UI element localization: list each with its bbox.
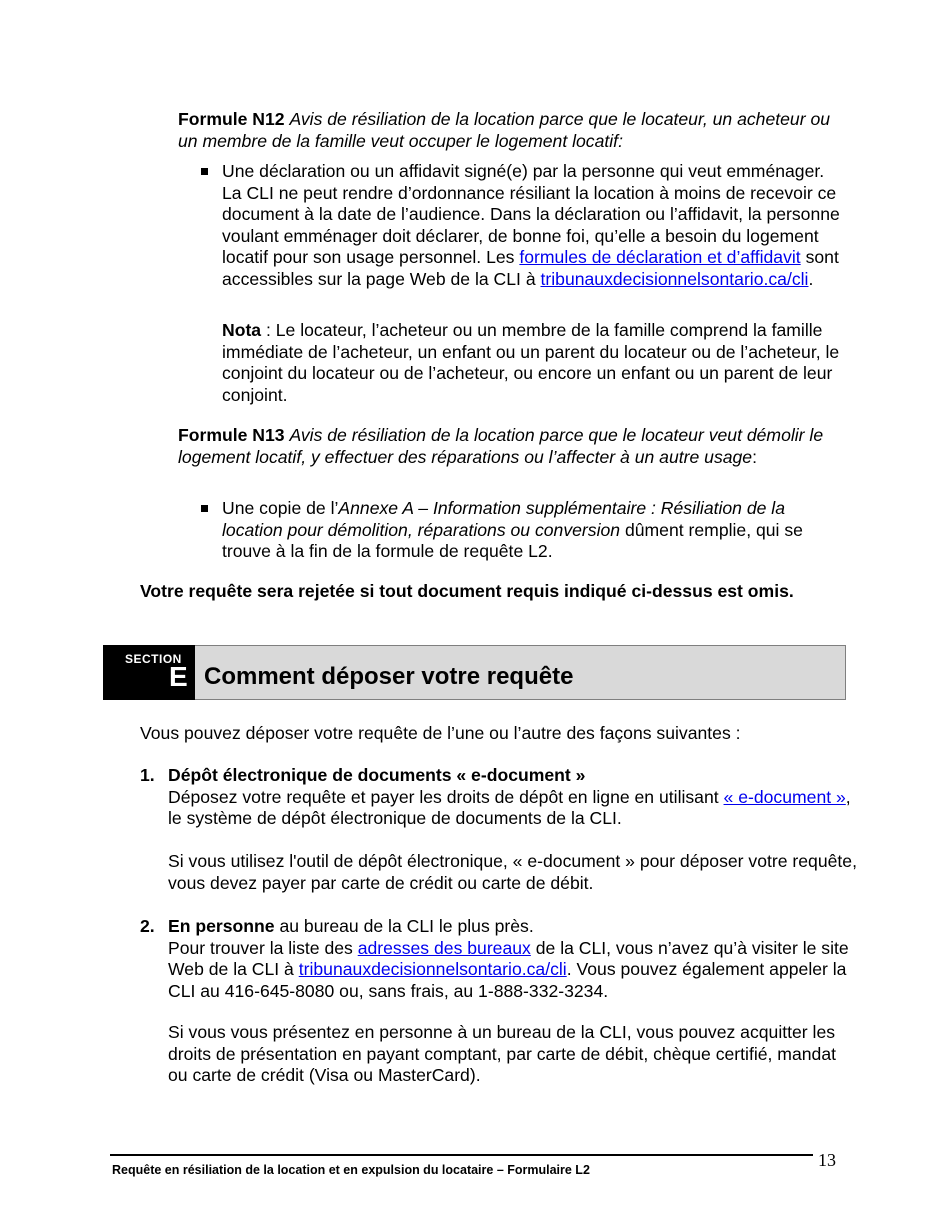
n12-bullet-text-3: .: [808, 268, 814, 289]
nota-label: Nota: [222, 320, 262, 340]
n12-heading: [178, 109, 838, 152]
n13-bullet-item: [222, 498, 847, 563]
bullet-square-icon: [201, 168, 208, 175]
n12-bullet-text-2: sont accessibles sur la page Web de la CLI à: [222, 247, 839, 289]
item-2-text-2: de la CLI, vous n’avez qu’à visiter le site Web de la CLI à: [168, 937, 849, 980]
declaration-forms-link[interactable]: formules de déclaration et d’affidavit: [519, 247, 801, 268]
item-2-body: [168, 938, 858, 1003]
section-badge: [103, 645, 195, 700]
n13-colon: :: [752, 446, 757, 467]
item-2-text-1: Pour trouver la liste des: [168, 937, 358, 958]
item-2-heading: En personne: [168, 916, 275, 936]
item-2: [168, 916, 858, 1002]
ltb-website-link[interactable]: tribunauxdecisionnelsontario.ca/cli: [540, 268, 809, 289]
item-2-number: 2.: [140, 916, 155, 936]
section-label: SECTION: [125, 652, 182, 666]
intro-text: Vous pouvez déposer votre requête de l’une ou l’autre des façons suivantes :: [140, 723, 741, 743]
n13-form-name: Formule N13: [178, 425, 285, 445]
item-1-number: 1.: [140, 765, 155, 785]
item-1-text-1: Déposez votre requête et payer les droits de dépôt en ligne en utilisant: [168, 786, 724, 807]
n12-description: Avis de résiliation de la location parce que le locateur, un acheteur ou un membre de la famille veut occuper le logement locatif:: [178, 109, 831, 151]
item-1-text-2: , le système de dépôt électronique de documents de la CLI.: [168, 786, 851, 829]
section-title: Comment déposer votre requête: [204, 663, 574, 690]
footer-divider: [110, 1154, 813, 1156]
n13-annex-title: Annexe A – Information supplémentaire : Résiliation de la location pour démolition, réparations ou conversion: [222, 498, 786, 540]
rejection-notice: Votre requête sera rejetée si tout document requis indiqué ci-dessus est omis.: [140, 581, 794, 601]
n13-heading: [178, 425, 838, 468]
item-2-text-3: . Vous pouvez également appeler la CLI au 416-645-8080 ou, sans frais, au 1-888-332-3234.: [168, 959, 847, 1001]
nota-paragraph: [222, 320, 847, 406]
bullet-square-icon: [201, 505, 208, 512]
item-1-payment-note: Si vous utilisez l'outil de dépôt électronique, « e-document » pour déposer votre requête, vous devez payer par carte de crédit ou carte de débit.: [168, 851, 857, 893]
n12-form-name: Formule N12: [178, 109, 285, 129]
item-1: [168, 765, 858, 830]
n13-description: Avis de résiliation de la location parce que le locateur veut démolir le logement locatif, y effectuer des réparations ou l’affecter à un autre usage: [178, 425, 824, 467]
section-letter: E: [169, 661, 188, 692]
item-2-heading-line: [168, 916, 858, 938]
item-1-body: [168, 787, 858, 830]
item-1-heading: Dépôt électronique de documents « e-document »: [168, 765, 586, 785]
page-number: 13: [818, 1150, 836, 1170]
n12-bullet-text-1: Une déclaration ou un affidavit signé(e) par la personne qui veut emménager. La CLI ne peut rendre d’ordonnance résiliant la location à moins de recevoir ce document à la date de l’audience. Dans la déclaration ou l’affidavit, la personne voulant emménager doit déclarer, de bonne foi, qu’elle a besoin du logement locatif pour son usage personnel. Les: [222, 161, 840, 268]
item-2-payment-note: Si vous vous présentez en personne à un bureau de la CLI, vous pouvez acquitter les droits de présentation en payant comptant, par carte de débit, chèque certifié, mandat ou carte de crédit (Visa ou MasterCard).: [168, 1022, 836, 1086]
n13-bullet-text-1: Une copie de l’: [222, 498, 339, 518]
ltb-website-link-2[interactable]: tribunauxdecisionnelsontario.ca/cli: [298, 959, 567, 980]
nota-text: : Le locateur, l’acheteur ou un membre de la famille comprend la famille immédiate de l’acheteur, un enfant ou un parent du locateur ou de l’acheteur, le conjoint du locateur ou de l’acheteur, ou encore un enfant ou un parent de leur conjoint.: [222, 320, 840, 405]
office-addresses-link[interactable]: adresses des bureaux: [357, 937, 531, 958]
footer-title: Requête en résiliation de la location et en expulsion du locataire – Formulaire L2: [112, 1163, 590, 1177]
e-document-link[interactable]: « e-document »: [723, 786, 846, 807]
n12-bullet-item: [222, 161, 847, 291]
n13-bullet-text-2: dûment remplie, qui se trouve à la fin de la formule de requête L2.: [222, 519, 803, 562]
item-2-heading-post: au bureau de la CLI le plus près.: [274, 916, 534, 936]
